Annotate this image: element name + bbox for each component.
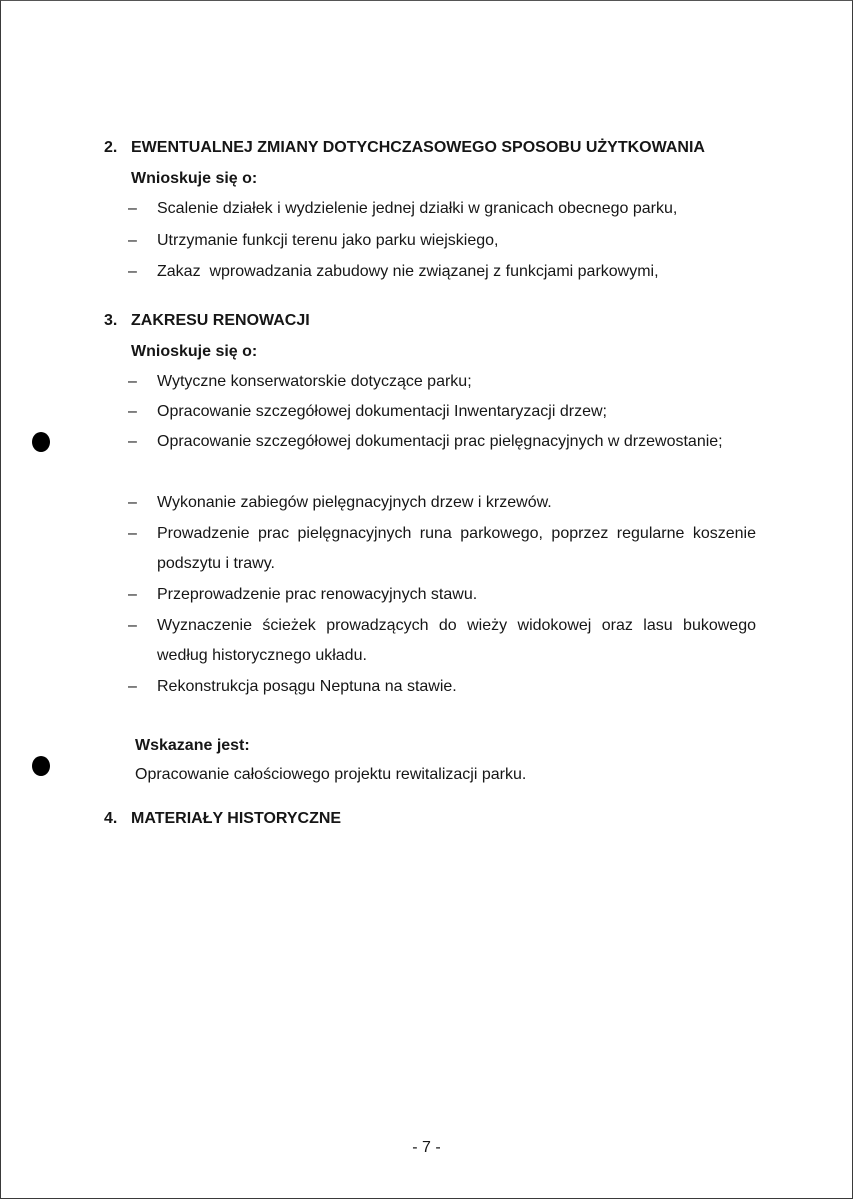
section-3-number: 3. [104,312,118,329]
page-number: - 7 - [412,1139,441,1156]
list-item [128,611,756,671]
list-item [128,488,756,518]
section-2-number: 2. [104,139,118,156]
dash-bullet: – [128,263,137,280]
list-item [128,257,756,287]
list-item-text: Prowadzenie prac pielęgnacyjnych runa parkowego, poprzez regularne koszenie podszytu i trawy. [157,525,756,572]
section-4-heading [104,809,341,829]
section-2-title: EWENTUALNEJ ZMIANY DOTYCHCZASOWEGO SPOSOBU UŻYTKOWANIA [131,139,705,156]
section-4-number: 4. [104,810,118,827]
section-3-title: ZAKRESU RENOWACJI [131,312,310,329]
recommended-text: Opracowanie całościowego projektu rewitalizacji parku. [135,766,527,783]
list-item-text: Wykonanie zabiegów pielęgnacyjnych drzew i krzewów. [157,494,552,511]
dash-bullet: – [128,373,137,390]
dash-bullet: – [128,403,137,420]
punch-hole-bottom [32,756,50,776]
list-item-text: Utrzymanie funkcji terenu jako parku wiejskiego, [157,232,499,249]
dash-bullet: – [128,525,137,542]
dash-bullet: – [128,232,137,249]
list-item [128,580,756,610]
list-item-text: Opracowanie szczegółowej dokumentacji Inwentaryzacji drzew; [157,403,607,420]
list-item-text: Wyznaczenie ścieżek prowadzących do wieży widokowej oraz lasu bukowego według historycznego układu. [157,617,756,664]
list-item-text: Zakaz wprowadzania zabudowy nie związanej z funkcjami parkowymi, [157,263,659,280]
section-2-subheading: Wnioskuje się o: [131,170,258,187]
section-4-title: MATERIAŁY HISTORYCZNE [131,810,342,827]
list-item-text: Opracowanie szczegółowej dokumentacji prac pielęgnacyjnych w drzewostanie; [157,433,723,450]
section-3-subheading: Wnioskuje się o: [131,343,258,360]
section-2-heading [104,138,705,158]
dash-bullet: – [128,617,137,634]
punch-hole-top [32,432,50,452]
list-item-text: Scalenie działek i wydzielenie jednej działki w granicach obecnego parku, [157,200,678,217]
list-item-text: Przeprowadzenie prac renowacyjnych stawu. [157,586,478,603]
list-item [128,427,756,457]
dash-bullet: – [128,678,137,695]
dash-bullet: – [128,494,137,511]
list-item-text: Wytyczne konserwatorskie dotyczące parku; [157,373,472,390]
section-3-heading [104,311,310,331]
dash-bullet: – [128,433,137,450]
list-item [128,194,756,224]
recommended-heading: Wskazane jest: [135,737,250,754]
list-item [128,226,756,256]
dash-bullet: – [128,586,137,603]
list-item-text: Rekonstrukcja posągu Neptuna na stawie. [157,678,457,695]
list-item [128,397,756,427]
list-item [128,519,756,579]
dash-bullet: – [128,200,137,217]
list-item [128,367,756,397]
list-item [128,672,756,702]
